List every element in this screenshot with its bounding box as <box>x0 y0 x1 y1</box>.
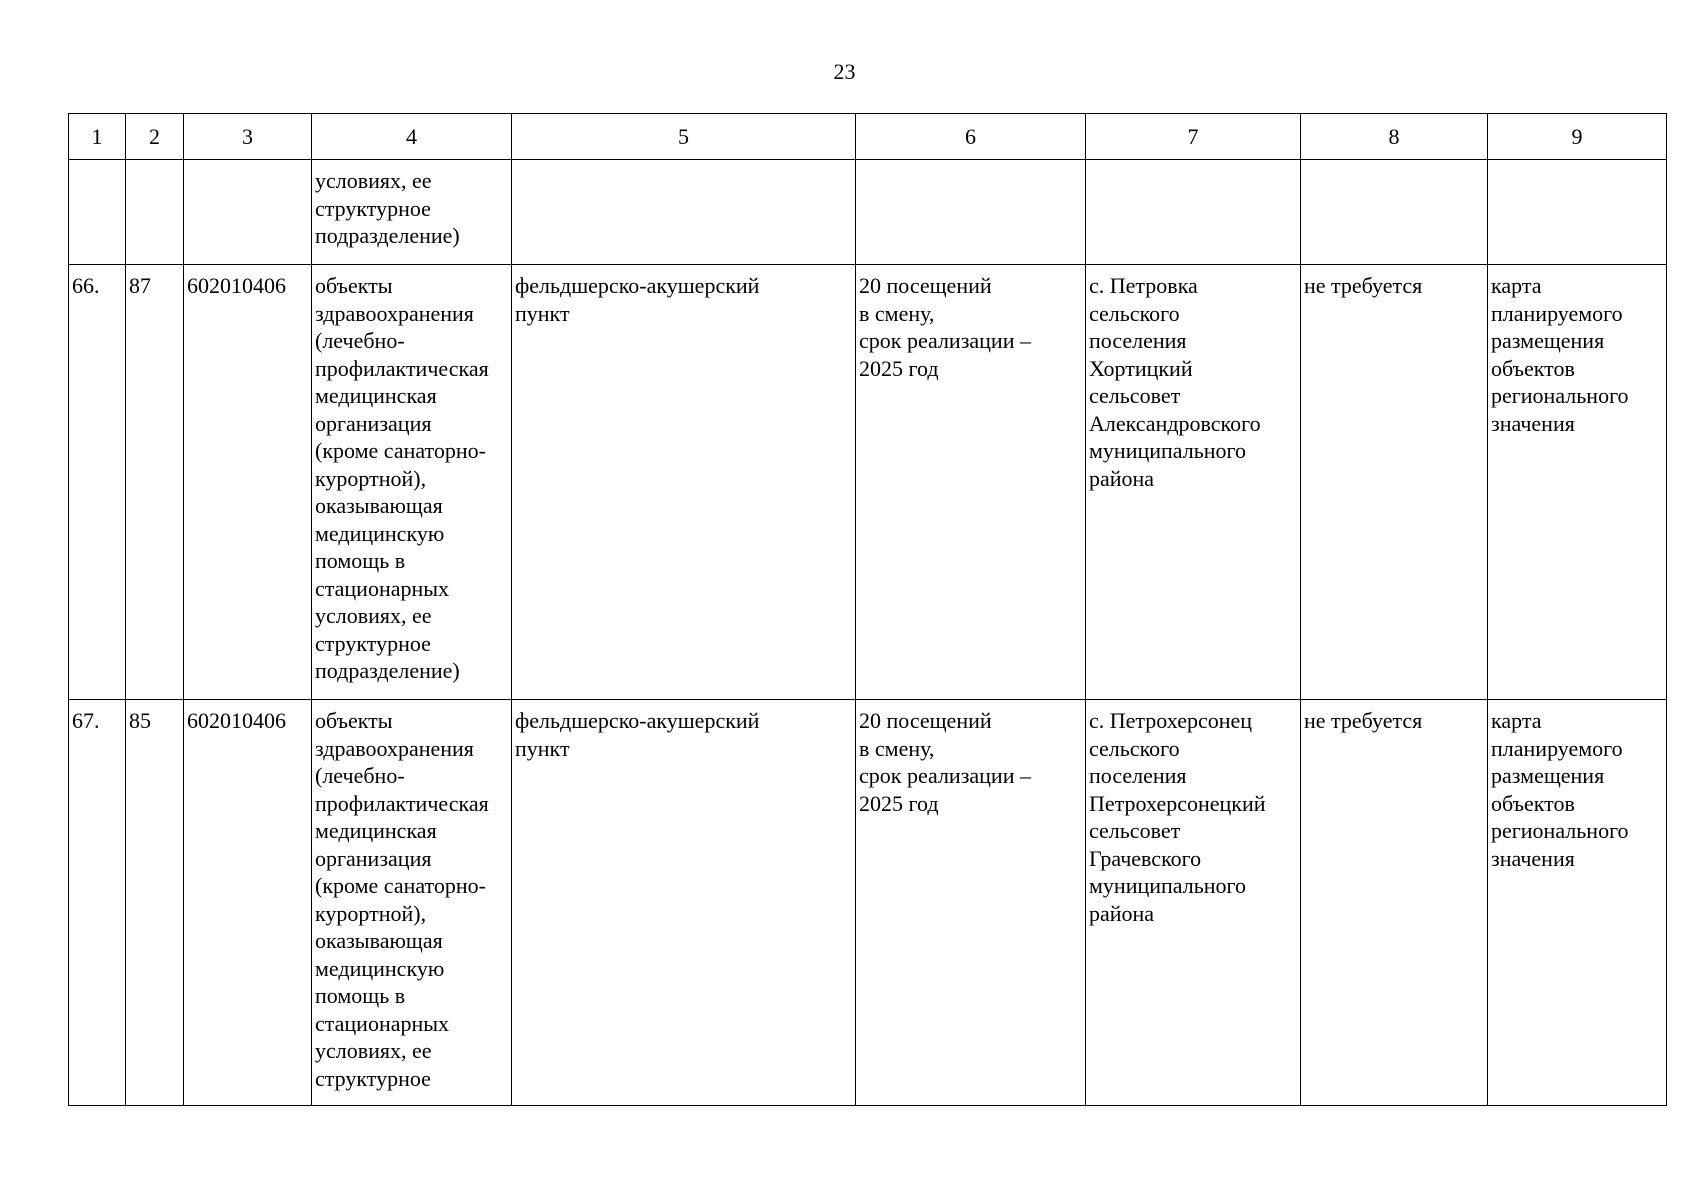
col2-text: 85 <box>129 708 151 733</box>
cell-empty <box>856 160 1086 265</box>
cell-empty <box>184 160 312 265</box>
header-row <box>69 114 1667 160</box>
header-col-1: 1 <box>69 114 126 160</box>
code-text: 602010406 <box>187 273 286 298</box>
code-text: 602010406 <box>187 708 286 733</box>
cell-code <box>184 265 312 700</box>
cell-col2 <box>126 700 184 1106</box>
cell-capacity <box>856 700 1086 1106</box>
header-col-5: 5 <box>512 114 856 160</box>
table-row <box>69 700 1667 1106</box>
header-col-7: 7 <box>1086 114 1301 160</box>
cell-code <box>184 700 312 1106</box>
object-name-text: фельдшерско-акушерский пункт <box>515 273 760 326</box>
object-type-text: объекты здравоохранения (лечебно- профилактическая медицинская организация (кроме санаторно- курортной), оказывающая медицинскую помощь в стационарных условиях, ее структурное <box>315 708 489 1091</box>
cell-map <box>1488 700 1667 1106</box>
table-row-continuation <box>69 160 1667 265</box>
cell-empty <box>69 160 126 265</box>
capacity-text: 20 посещений в смену, срок реализации – 2025 год <box>859 708 1031 816</box>
col2-text: 87 <box>129 273 151 298</box>
cell-object-name <box>512 700 856 1106</box>
cell-capacity <box>856 265 1086 700</box>
cell-object-type <box>312 265 512 700</box>
cell-map <box>1488 265 1667 700</box>
header-col-8: 8 <box>1301 114 1488 160</box>
header-col-4: 4 <box>312 114 512 160</box>
row-number-text: 67. <box>72 708 100 733</box>
cell-empty <box>1488 160 1667 265</box>
location-text: с. Петрохерсонец сельского поселения Петрохерсонецкий сельсовет Грачевского муниципального района <box>1089 708 1266 926</box>
cell-object-type <box>312 160 512 265</box>
table-row <box>69 265 1667 700</box>
zones-text: не требуется <box>1304 273 1423 298</box>
cell-empty <box>512 160 856 265</box>
cell-empty <box>1301 160 1488 265</box>
cell-object-type <box>312 700 512 1106</box>
cell-zones <box>1301 700 1488 1106</box>
cell-row-number <box>69 265 126 700</box>
cell-empty <box>126 160 184 265</box>
cell-object-name <box>512 265 856 700</box>
object-type-text: условиях, ее структурное подразделение) <box>315 168 460 248</box>
header-col-2: 2 <box>126 114 184 160</box>
cell-empty <box>1086 160 1301 265</box>
row-number-text: 66. <box>72 273 100 298</box>
map-text: карта планируемого размещения объектов регионального значения <box>1491 708 1629 871</box>
object-type-text: объекты здравоохранения (лечебно- профилактическая медицинская организация (кроме санаторно- курортной), оказывающая медицинскую помощь в стационарных условиях, ее структурное подразделение) <box>315 273 489 683</box>
header-col-9: 9 <box>1488 114 1667 160</box>
objects-table <box>68 113 1667 1106</box>
map-text: карта планируемого размещения объектов регионального значения <box>1491 273 1629 436</box>
zones-text: не требуется <box>1304 708 1423 733</box>
capacity-text: 20 посещений в смену, срок реализации – 2025 год <box>859 273 1031 381</box>
location-text: с. Петровка сельского поселения Хортицкий сельсовет Александровского муниципального района <box>1089 273 1261 491</box>
cell-col2 <box>126 265 184 700</box>
header-col-3: 3 <box>184 114 312 160</box>
header-col-6: 6 <box>856 114 1086 160</box>
cell-location <box>1086 700 1301 1106</box>
page-number: 23 <box>833 59 856 84</box>
cell-zones <box>1301 265 1488 700</box>
cell-row-number <box>69 700 126 1106</box>
object-name-text: фельдшерско-акушерский пункт <box>515 708 760 761</box>
cell-location <box>1086 265 1301 700</box>
